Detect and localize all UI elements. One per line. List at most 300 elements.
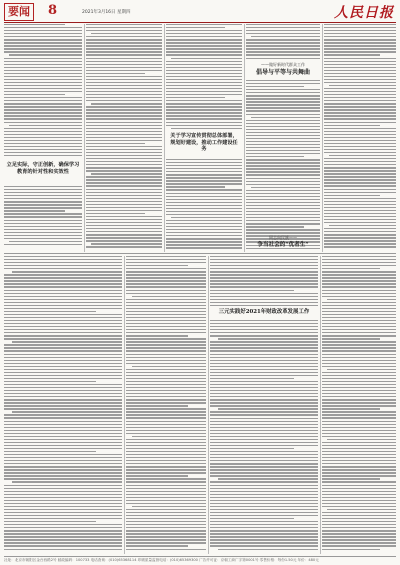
text-line: [4, 186, 82, 187]
text-line: [324, 88, 396, 89]
text-line: [166, 223, 242, 224]
text-line: [246, 86, 304, 87]
text-line: [4, 39, 82, 40]
kicker-right-lower: 同志向民族——: [269, 235, 297, 240]
text-line: [322, 530, 396, 531]
text-line: [4, 210, 65, 211]
text-line: [322, 347, 396, 348]
text-line: [126, 360, 206, 361]
text-line: [324, 45, 396, 46]
text-line: [322, 469, 396, 470]
text-line: [4, 140, 82, 141]
text-line: [246, 107, 320, 108]
text-line: [246, 156, 304, 157]
text-line: [86, 76, 162, 77]
text-line: [4, 542, 122, 543]
text-line: [126, 430, 206, 431]
article-column-3b: [166, 159, 242, 252]
text-line: [166, 208, 242, 209]
text-line: [4, 128, 82, 129]
text-line: [4, 48, 82, 49]
text-line: [12, 341, 122, 342]
text-line: [126, 317, 206, 318]
article-column-1b: [4, 186, 82, 250]
text-line: [166, 48, 242, 49]
text-line: [86, 201, 162, 202]
text-line: [4, 33, 82, 34]
text-line: [126, 494, 206, 495]
text-line: [210, 545, 318, 546]
text-line: [4, 427, 122, 428]
text-line: [166, 247, 242, 248]
text-line: [210, 448, 294, 449]
text-line: [126, 259, 206, 260]
text-line: [132, 366, 206, 367]
text-line: [210, 302, 318, 303]
text-line: [4, 134, 82, 135]
article-column-1: [4, 24, 82, 159]
article-column-9: [322, 256, 396, 554]
text-line: [166, 103, 242, 104]
text-line: [4, 320, 122, 321]
text-line: [324, 125, 380, 126]
text-line: [322, 323, 396, 324]
text-line: [166, 229, 242, 230]
text-line: [210, 393, 318, 394]
text-line: [327, 299, 396, 300]
text-line: [322, 524, 396, 525]
article-column-5: [324, 24, 396, 252]
text-line: [4, 509, 122, 510]
text-line: [4, 106, 82, 107]
text-line: [4, 100, 82, 101]
text-line: [126, 293, 206, 294]
text-line: [4, 323, 122, 324]
text-line: [166, 226, 242, 227]
text-line: [4, 335, 122, 336]
text-line: [4, 155, 82, 156]
text-line: [322, 515, 396, 516]
text-line: [210, 542, 318, 543]
text-line: [4, 256, 122, 257]
text-line: [210, 271, 318, 272]
text-line: [126, 439, 206, 440]
text-line: [246, 135, 320, 136]
text-line: [322, 354, 396, 355]
text-line: [166, 220, 242, 221]
text-line: [251, 187, 320, 188]
text-line: [322, 485, 396, 486]
text-line: [126, 421, 206, 422]
text-line: [126, 305, 206, 306]
text-line: [324, 231, 396, 232]
text-line: [246, 39, 320, 40]
text-line: [324, 73, 396, 74]
text-line: [322, 427, 396, 428]
text-line: [210, 488, 318, 489]
text-line: [322, 506, 396, 507]
text-line: [86, 42, 162, 43]
text-line: [4, 512, 122, 513]
text-line: [4, 393, 122, 394]
text-line: [86, 24, 162, 25]
text-line: [166, 183, 242, 184]
text-line: [4, 51, 82, 52]
text-line: [126, 329, 206, 330]
text-line: [4, 445, 122, 446]
text-line: [126, 402, 206, 403]
text-line: [324, 122, 396, 123]
text-line: [4, 268, 122, 269]
text-line: [324, 109, 396, 110]
text-line: [246, 95, 320, 96]
text-line: [86, 125, 162, 126]
issue-date: 2021年3月16日 星期四: [82, 10, 131, 15]
text-line: [4, 338, 122, 339]
text-line: [166, 82, 242, 83]
text-line: [324, 82, 396, 83]
text-line: [126, 350, 206, 351]
text-line: [324, 131, 396, 132]
text-line: [322, 445, 396, 446]
text-line: [4, 430, 122, 431]
text-line: [4, 494, 122, 495]
text-line: [322, 457, 396, 458]
text-line: [210, 290, 294, 291]
text-line: [4, 454, 122, 455]
text-line: [246, 223, 320, 224]
text-line: [246, 202, 320, 203]
text-line: [322, 512, 396, 513]
text-line: [126, 463, 206, 464]
text-line: [324, 210, 396, 211]
text-line: [4, 85, 82, 86]
text-line: [171, 58, 242, 59]
text-line: [322, 466, 396, 467]
text-line: [86, 176, 162, 177]
text-line: [86, 61, 162, 62]
text-line: [4, 305, 122, 306]
text-line: [126, 299, 206, 300]
text-line: [324, 79, 396, 80]
text-line: [4, 329, 122, 330]
text-line: [324, 146, 396, 147]
text-line: [246, 138, 320, 139]
text-line: [324, 195, 380, 196]
text-line: [4, 91, 82, 92]
text-line: [324, 134, 396, 135]
text-line: [4, 36, 82, 37]
text-line: [4, 195, 82, 196]
text-line: [322, 399, 396, 400]
text-line: [4, 475, 122, 476]
text-line: [327, 369, 396, 370]
text-line: [4, 463, 122, 464]
text-line: [322, 265, 396, 266]
text-line: [4, 109, 82, 110]
text-line: [324, 158, 396, 159]
text-line: [126, 338, 206, 339]
text-line: [246, 141, 320, 142]
text-line: [166, 70, 242, 71]
text-line: [210, 430, 318, 431]
text-line: [246, 51, 320, 52]
text-line: [210, 347, 318, 348]
text-line: [210, 515, 318, 516]
text-line: [322, 280, 396, 281]
text-line: [4, 545, 122, 546]
text-line: [166, 162, 242, 163]
text-line: [324, 179, 396, 180]
text-line: [4, 469, 122, 470]
text-line: [210, 436, 318, 437]
text-line: [4, 530, 122, 531]
text-line: [324, 167, 396, 168]
text-line: [322, 451, 396, 452]
text-line: [126, 460, 206, 461]
text-line: [210, 375, 318, 376]
text-line: [4, 58, 82, 59]
text-line: [126, 268, 206, 269]
text-line: [166, 30, 242, 31]
text-line: [246, 48, 320, 49]
text-line: [246, 199, 320, 200]
text-line: [4, 213, 82, 214]
text-line: [210, 454, 318, 455]
text-line: [126, 265, 188, 266]
text-line: [324, 182, 396, 183]
text-line: [126, 512, 206, 513]
text-line: [126, 396, 206, 397]
text-line: [324, 201, 396, 202]
text-line: [324, 149, 396, 150]
text-line: [246, 168, 320, 169]
text-line: [4, 518, 122, 519]
text-line: [91, 103, 162, 104]
text-line: [322, 460, 396, 461]
text-line: [324, 173, 396, 174]
text-line: [86, 36, 162, 37]
text-line: [12, 411, 122, 412]
text-line: [210, 384, 318, 385]
newspaper-logo: 人民日报: [334, 5, 394, 21]
text-line: [210, 539, 318, 540]
text-line: [324, 91, 396, 92]
text-line: [322, 549, 380, 550]
text-line: [4, 265, 122, 266]
text-line: [322, 408, 380, 409]
text-line: [126, 530, 206, 531]
text-line: [210, 463, 318, 464]
masthead: [4, 2, 396, 23]
text-line: [210, 411, 318, 412]
text-line: [4, 201, 82, 202]
text-line: [166, 165, 242, 166]
text-line: [4, 369, 122, 370]
text-line: [86, 155, 162, 156]
text-line: [218, 549, 318, 550]
text-line: [86, 146, 162, 147]
text-line: [246, 110, 320, 111]
text-line: [324, 204, 396, 205]
text-line: [4, 326, 122, 327]
text-line: [4, 363, 122, 364]
text-line: [126, 518, 206, 519]
text-line: [210, 481, 318, 482]
text-line: [210, 460, 318, 461]
text-line: [246, 147, 320, 148]
text-line: [210, 320, 318, 321]
text-line: [126, 408, 206, 409]
text-line: [126, 503, 206, 504]
text-line: [246, 205, 320, 206]
text-line: [4, 296, 122, 297]
text-line: [210, 533, 318, 534]
text-line: [322, 527, 396, 528]
text-line: [210, 485, 318, 486]
text-line: [4, 384, 122, 385]
text-line: [4, 79, 82, 80]
text-line: [166, 205, 242, 206]
text-line: [4, 283, 122, 284]
text-line: [126, 357, 206, 358]
text-line: [86, 213, 145, 214]
text-line: [322, 478, 380, 479]
text-line: [126, 542, 206, 543]
text-line: [324, 222, 396, 223]
text-line: [246, 165, 320, 166]
text-line: [126, 545, 188, 546]
text-line: [324, 213, 396, 214]
text-line: [4, 421, 122, 422]
text-line: [86, 85, 162, 86]
text-line: [210, 344, 318, 345]
text-line: [210, 497, 318, 498]
text-line: [4, 372, 122, 373]
text-line: [9, 54, 82, 55]
text-line: [327, 439, 396, 440]
text-line: [246, 58, 320, 59]
text-line: [166, 199, 242, 200]
text-line: [4, 122, 82, 123]
text-line: [322, 314, 396, 315]
text-line: [4, 149, 82, 150]
text-line: [322, 308, 396, 309]
text-line: [166, 186, 225, 187]
text-line: [324, 54, 380, 55]
text-line: [322, 387, 396, 388]
text-line: [4, 274, 122, 275]
text-line: [210, 387, 318, 388]
text-line: [4, 189, 82, 190]
text-line: [126, 283, 206, 284]
text-line: [210, 335, 318, 336]
text-line: [86, 94, 162, 95]
text-line: [4, 314, 122, 315]
kicker-right: ——做好新时代群众工作: [261, 62, 305, 67]
text-line: [324, 64, 396, 65]
text-line: [166, 79, 242, 80]
text-line: [4, 536, 122, 537]
text-line: [4, 366, 122, 367]
text-line: [86, 97, 162, 98]
text-line: [324, 51, 396, 52]
text-line: [324, 176, 396, 177]
text-line: [4, 533, 122, 534]
text-line: [86, 228, 162, 229]
text-line: [4, 460, 122, 461]
text-line: [246, 174, 320, 175]
text-line: [324, 106, 396, 107]
text-line: [322, 375, 396, 376]
text-line: [210, 503, 318, 504]
text-line: [324, 100, 396, 101]
text-line: [126, 290, 206, 291]
text-line: [251, 36, 320, 37]
text-line: [210, 457, 318, 458]
text-line: [210, 277, 318, 278]
text-line: [86, 237, 162, 238]
text-line: [210, 433, 318, 434]
text-line: [322, 494, 396, 495]
text-line: [86, 131, 162, 132]
text-line: [246, 129, 320, 130]
text-line: [126, 344, 206, 345]
text-line: [322, 262, 396, 263]
text-line: [126, 539, 206, 540]
text-line: [4, 94, 65, 95]
text-line: [4, 375, 122, 376]
text-line: [246, 217, 320, 218]
text-line: [126, 417, 206, 418]
text-line: [126, 320, 206, 321]
text-line: [322, 497, 396, 498]
text-line: [4, 223, 82, 224]
text-line: [246, 83, 320, 84]
text-line: [210, 265, 318, 266]
text-line: [86, 39, 162, 40]
text-line: [322, 350, 396, 351]
footer-imprint: 社址：北京市朝阳区金台西路2号 邮政编码：100733 电话查询：(010)65368114 印刷质量监督电话：(010)65369300 广告许可证：京朝工商广字第0001号 零售价格：每份1.50元 年价：480元: [4, 556, 396, 563]
text-line: [324, 152, 396, 153]
text-line: [126, 500, 206, 501]
text-line: [4, 277, 122, 278]
text-line: [210, 521, 318, 522]
text-line: [126, 454, 206, 455]
text-line: [166, 196, 242, 197]
text-line: [86, 140, 162, 141]
text-line: [86, 170, 162, 171]
text-line: [246, 178, 320, 179]
text-line: [322, 500, 396, 501]
text-line: [246, 159, 320, 160]
text-line: [322, 536, 396, 537]
text-line: [324, 30, 396, 31]
text-line: [322, 448, 396, 449]
text-line: [4, 381, 96, 382]
text-line: [218, 478, 318, 479]
text-line: [126, 497, 206, 498]
text-line: [210, 357, 318, 358]
text-line: [166, 24, 242, 25]
text-line: [4, 488, 122, 489]
text-line: [166, 97, 225, 98]
text-line: [210, 323, 318, 324]
text-line: [166, 238, 242, 239]
text-line: [210, 256, 318, 257]
text-line: [86, 210, 162, 211]
text-line: [4, 451, 96, 452]
